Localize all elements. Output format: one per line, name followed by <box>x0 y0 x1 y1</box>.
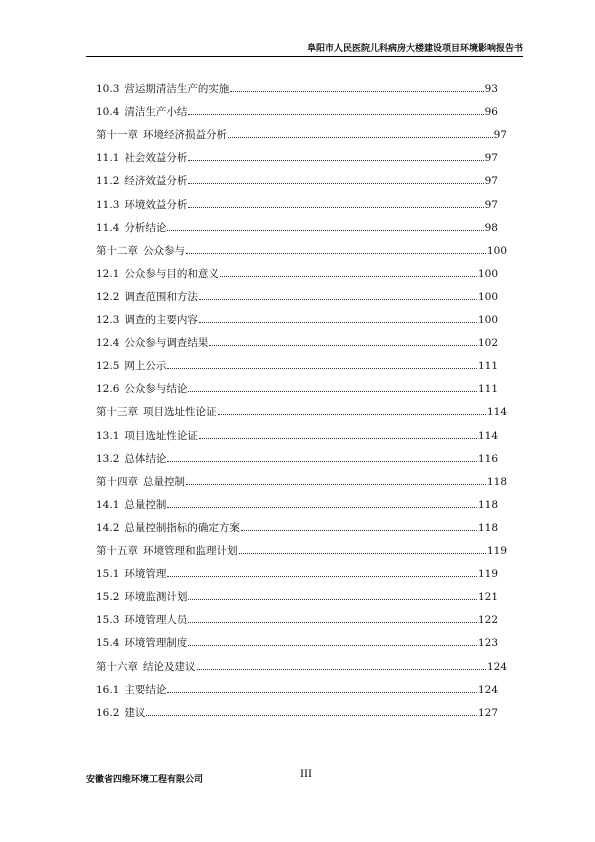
toc-entry-number: 第十六章 <box>96 660 138 673</box>
toc-entry-number: 第十一章 <box>96 129 138 142</box>
toc-entry-page: 100 <box>477 267 498 280</box>
toc-section-entry[interactable] <box>96 611 498 627</box>
toc-entry-title: 环境管理和监理计划 <box>143 545 238 557</box>
toc-entry-title: 公众参与目的和意义 <box>124 267 219 280</box>
toc-entry-title: 主要结论 <box>124 683 167 696</box>
toc-section-entry[interactable] <box>96 427 498 443</box>
toc-dot-leader <box>167 496 477 508</box>
toc-entry-title: 环境经济损益分析 <box>143 129 227 142</box>
toc-dot-leader <box>188 611 477 623</box>
toc-entry-number: 10.4 <box>96 106 120 119</box>
toc-dot-leader <box>218 403 486 415</box>
toc-entry-number: 15.3 <box>96 614 120 627</box>
toc-chapter-entry[interactable] <box>96 542 507 558</box>
toc-entry-title: 公众参与 <box>143 244 185 257</box>
toc-section-entry[interactable] <box>96 80 498 96</box>
toc-entry-page: 118 <box>477 521 498 534</box>
toc-dot-leader <box>199 427 477 439</box>
toc-entry-title: 环境效益分析 <box>124 198 188 211</box>
toc-entry-number: 15.1 <box>96 568 120 581</box>
toc-entry-title: 环境管理 <box>124 568 167 581</box>
toc-entry-title: 环境管理制度 <box>124 637 188 650</box>
toc-entry-number: 12.5 <box>96 360 120 373</box>
toc-entry-title: 项目选址性论证 <box>124 429 198 442</box>
toc-entry-page: 96 <box>484 106 498 119</box>
toc-section-entry[interactable] <box>96 634 498 650</box>
toc-entry-number: 11.1 <box>96 152 120 165</box>
toc-section-entry[interactable] <box>96 311 498 327</box>
toc-dot-leader <box>209 334 477 346</box>
footer-page-number: III <box>300 766 312 780</box>
toc-entry-page: 121 <box>477 591 498 604</box>
toc-section-entry[interactable] <box>96 172 498 188</box>
toc-entry-title: 总体结论 <box>124 452 167 465</box>
toc-entry-page: 97 <box>484 198 498 211</box>
toc-chapter-entry[interactable] <box>96 126 507 142</box>
toc-chapter-entry[interactable] <box>96 658 507 674</box>
toc-section-entry[interactable] <box>96 149 498 165</box>
toc-dot-leader <box>186 242 486 254</box>
toc-entry-page: 98 <box>484 221 498 234</box>
toc-entry-page: 102 <box>477 337 498 350</box>
toc-chapter-entry[interactable] <box>96 403 507 419</box>
toc-entry-page: 119 <box>477 568 498 581</box>
toc-entry-number: 14.2 <box>96 521 120 534</box>
toc-dot-leader <box>228 126 493 138</box>
toc-entry-number: 12.4 <box>96 337 120 350</box>
toc-entry-page: 124 <box>477 683 498 696</box>
toc-entry-number: 11.3 <box>96 198 120 211</box>
toc-entry-number: 12.1 <box>96 267 120 280</box>
toc-entry-number: 第十五章 <box>96 545 138 557</box>
toc-entry-title: 总量控制 <box>124 498 167 511</box>
toc-dot-leader <box>146 704 477 716</box>
toc-entry-number: 14.1 <box>96 498 120 511</box>
toc-entry-page: 100 <box>477 290 498 303</box>
toc-dot-leader <box>186 473 486 485</box>
toc-section-entry[interactable] <box>96 380 498 396</box>
toc-entry-title: 营运期清洁生产的实施 <box>124 83 230 95</box>
toc-entry-number: 13.2 <box>96 452 120 465</box>
toc-dot-leader <box>239 542 486 554</box>
toc-entry-title: 经济效益分析 <box>124 175 188 188</box>
running-header-title: 阜阳市人民医院儿科病房大楼建设项目环境影响报告书 <box>306 44 523 54</box>
toc-entry-page: 97 <box>493 129 507 142</box>
toc-entry-page: 123 <box>477 637 498 650</box>
toc-dot-leader <box>188 149 483 161</box>
toc-entry-number: 第十四章 <box>96 475 138 488</box>
toc-entry-page: 124 <box>486 660 507 673</box>
toc-entry-title: 调查范围和方法 <box>124 290 198 303</box>
toc-section-entry[interactable] <box>96 496 498 512</box>
toc-entry-page: 127 <box>477 706 498 719</box>
toc-entry-title: 建议 <box>124 706 146 719</box>
toc-entry-number: 15.2 <box>96 591 120 604</box>
toc-section-entry[interactable] <box>96 196 498 212</box>
toc-dot-leader <box>188 634 477 646</box>
toc-entry-title: 环境管理人员 <box>124 614 188 627</box>
toc-dot-leader <box>199 288 477 300</box>
toc-dot-leader <box>197 658 486 670</box>
toc-entry-page: 122 <box>477 614 498 627</box>
toc-section-entry[interactable] <box>96 519 498 535</box>
toc-entry-number: 16.2 <box>96 706 120 719</box>
footer-company-name: 安徽省四维环境工程有限公司 <box>86 775 204 785</box>
toc-section-entry[interactable] <box>96 288 498 304</box>
toc-entry-title: 清洁生产小结 <box>124 106 188 119</box>
toc-entry-page: 116 <box>477 452 498 465</box>
toc-dot-leader <box>188 588 477 600</box>
toc-entry-number: 12.6 <box>96 383 120 396</box>
toc-entry-page: 114 <box>486 406 507 419</box>
toc-section-entry[interactable] <box>96 265 498 281</box>
toc-section-entry[interactable] <box>96 334 498 350</box>
toc-section-entry[interactable] <box>96 565 498 581</box>
toc-entry-page: 100 <box>477 314 498 326</box>
toc-entry-title: 网上公示 <box>124 360 167 373</box>
toc-dot-leader <box>188 103 483 115</box>
toc-dot-leader <box>167 219 483 231</box>
toc-dot-leader <box>188 380 477 392</box>
toc-entry-title: 环境监测计划 <box>124 591 188 604</box>
toc-section-entry[interactable] <box>96 681 498 697</box>
toc-entry-title: 分析结论 <box>124 221 167 234</box>
toc-dot-leader <box>188 172 483 184</box>
toc-entry-number: 12.3 <box>96 314 120 326</box>
toc-entry-number: 第十三章 <box>96 406 138 419</box>
toc-entry-number: 10.3 <box>96 83 120 95</box>
toc-dot-leader <box>167 357 477 369</box>
toc-entry-page: 97 <box>484 175 498 188</box>
toc-entry-page: 118 <box>477 498 498 511</box>
toc-chapter-entry[interactable] <box>96 473 507 489</box>
toc-entry-title: 总量控制指标的确定方案 <box>124 521 240 534</box>
toc-chapter-entry[interactable] <box>96 242 507 258</box>
toc-dot-leader <box>220 265 477 277</box>
toc-section-entry[interactable] <box>96 588 498 604</box>
toc-dot-leader <box>199 311 477 323</box>
toc-entry-title: 公众参与调查结果 <box>124 337 209 350</box>
toc-dot-leader <box>188 196 483 208</box>
toc-entry-number: 第十二章 <box>96 244 138 257</box>
toc-entry-page: 111 <box>477 383 498 396</box>
toc-section-entry[interactable] <box>96 219 498 235</box>
toc-section-entry[interactable] <box>96 704 498 720</box>
toc-section-entry[interactable] <box>96 357 498 373</box>
toc-entry-title: 结论及建议 <box>143 660 196 673</box>
toc-dot-leader <box>167 450 477 462</box>
toc-dot-leader <box>167 681 477 693</box>
toc-entry-title: 社会效益分析 <box>124 152 188 165</box>
toc-entry-number: 11.4 <box>96 221 120 234</box>
toc-section-entry[interactable] <box>96 103 498 119</box>
toc-dot-leader <box>230 80 483 92</box>
toc-entry-title: 项目选址性论证 <box>143 406 217 419</box>
toc-entry-number: 16.1 <box>96 683 120 696</box>
toc-entry-page: 118 <box>486 475 507 488</box>
toc-entry-number: 12.2 <box>96 290 120 303</box>
toc-entry-page: 111 <box>477 360 498 373</box>
toc-section-entry[interactable] <box>96 450 498 466</box>
toc-entry-title: 调查的主要内容 <box>124 314 198 326</box>
toc-entry-number: 13.1 <box>96 429 120 442</box>
toc-entry-title: 公众参与结论 <box>124 383 188 396</box>
toc-dot-leader <box>167 565 477 577</box>
toc-entry-page: 119 <box>486 545 507 557</box>
toc-dot-leader <box>241 519 477 531</box>
toc-entry-page: 93 <box>484 83 498 95</box>
toc-entry-number: 11.2 <box>96 175 120 188</box>
toc-entry-page: 97 <box>484 152 498 165</box>
toc-entry-page: 100 <box>486 244 507 257</box>
toc-entry-number: 15.4 <box>96 637 120 650</box>
toc-entry-title: 总量控制 <box>143 475 185 488</box>
header-rule <box>86 56 523 57</box>
toc-entry-page: 114 <box>477 429 498 442</box>
